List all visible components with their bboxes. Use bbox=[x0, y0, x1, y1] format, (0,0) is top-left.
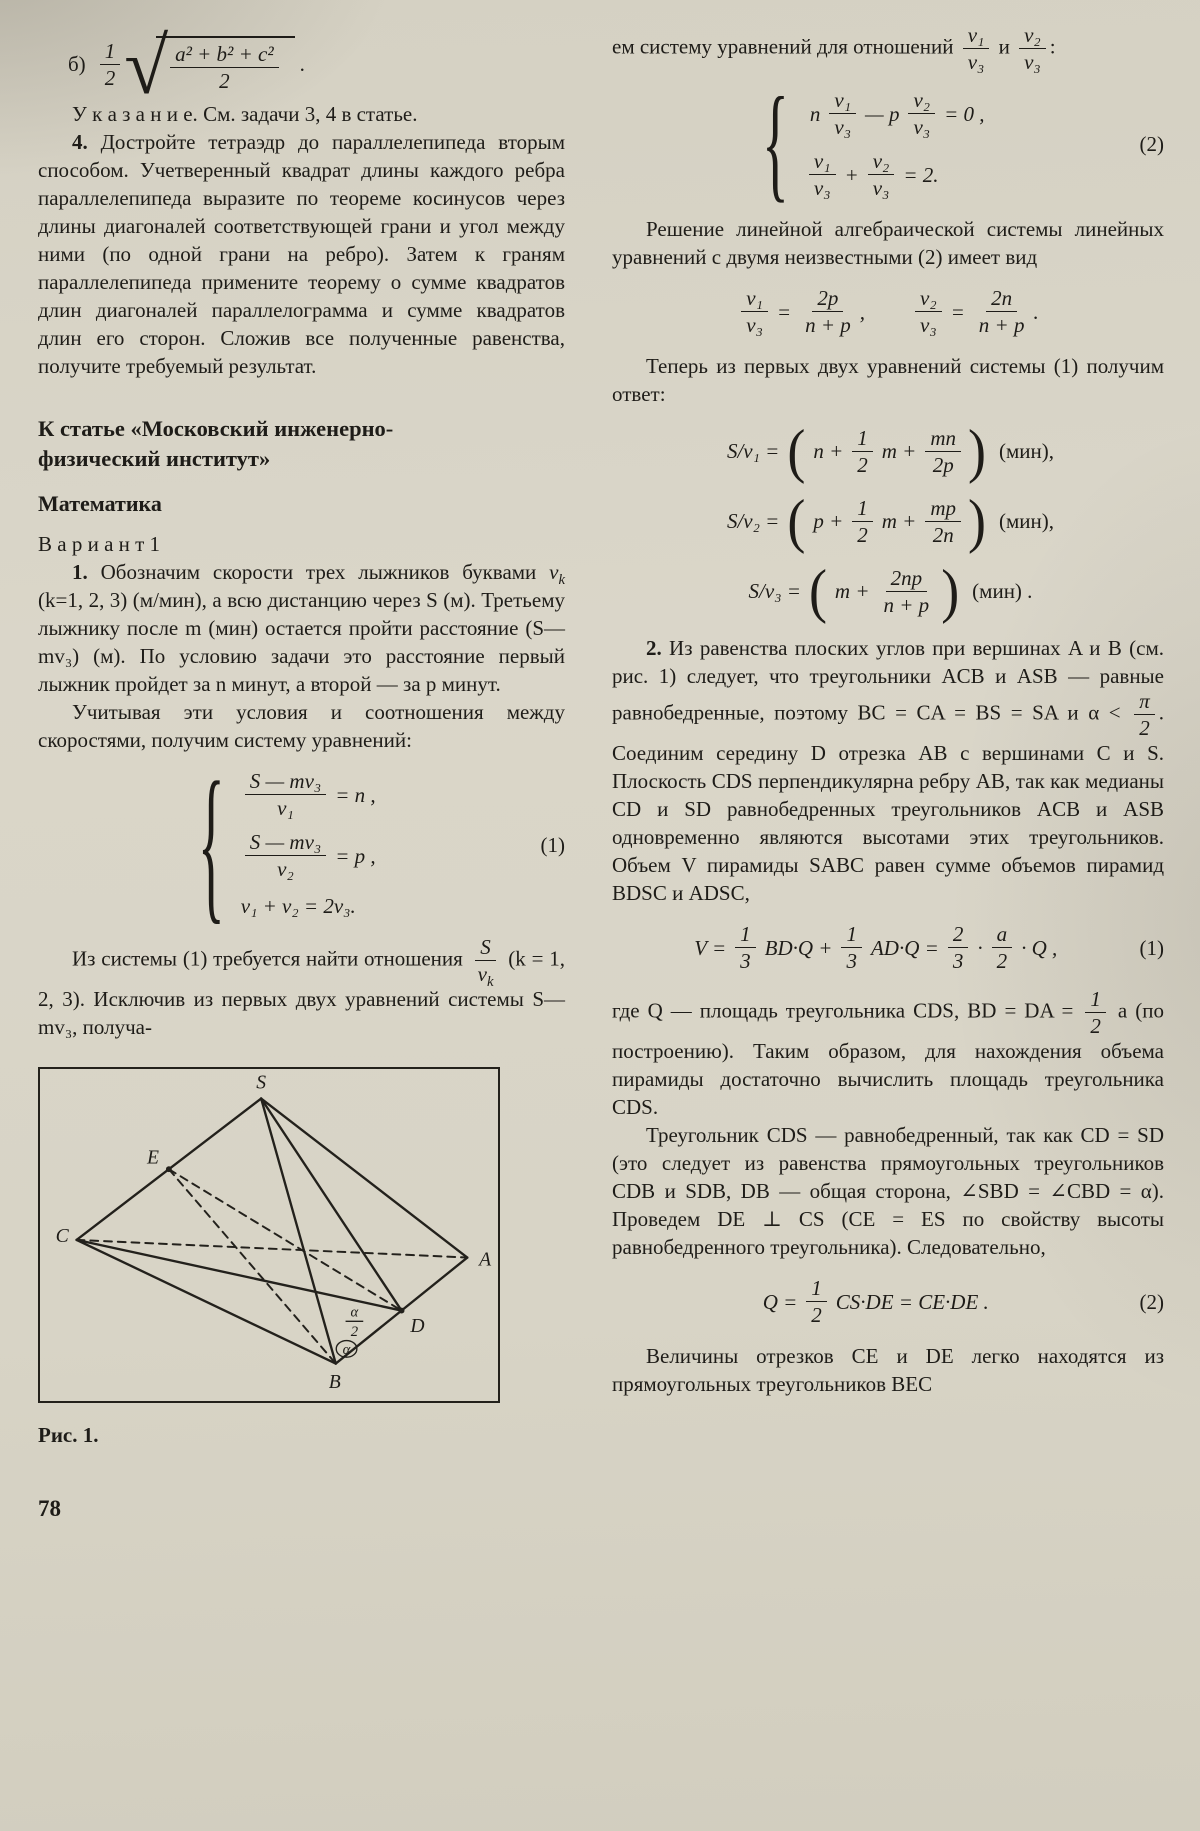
system bbox=[197, 748, 381, 942]
paragraph-conditions: Учитывая эти условия и соотношения между скоростями, получим систему уравнений: bbox=[38, 700, 565, 752]
equation-rhs: = 2. bbox=[903, 162, 939, 187]
denominator: v₃ bbox=[834, 115, 852, 139]
math-sub-k: k bbox=[558, 572, 565, 589]
paragraph-final: Величины отрезков CE и DE легко находятся из прямоугольных треугольников BEC bbox=[612, 1344, 1164, 1396]
vertex-label-a: A bbox=[479, 1249, 492, 1271]
numerator: S bbox=[475, 936, 496, 961]
term: m + bbox=[881, 509, 917, 533]
equation-body bbox=[612, 487, 1164, 555]
radicand bbox=[156, 36, 295, 92]
period: . bbox=[1033, 299, 1039, 324]
denominator: 2 bbox=[219, 69, 230, 93]
separator: , bbox=[859, 299, 865, 324]
fraction bbox=[806, 1277, 827, 1326]
numerator: 2 bbox=[948, 923, 969, 948]
paragraph-ratios bbox=[38, 936, 565, 1041]
hidden-edge-CA bbox=[77, 1240, 468, 1258]
fraction bbox=[245, 770, 326, 819]
equation-answer-b bbox=[68, 23, 565, 111]
text-segment: a (по построению). Таким образом, для нахождения объема пирамиды достаточно вычислить площадь треугольника CDS. bbox=[612, 998, 1164, 1119]
fraction bbox=[915, 287, 942, 336]
median-SD bbox=[261, 1099, 401, 1311]
vertex-label-d: D bbox=[410, 1316, 425, 1338]
right-column bbox=[612, 24, 1164, 1398]
answer-equation-1 bbox=[612, 417, 1164, 485]
square-root bbox=[124, 23, 294, 111]
left-column bbox=[38, 24, 565, 1523]
numerator: v₂ bbox=[1019, 24, 1046, 49]
right-paren: ) bbox=[941, 557, 960, 625]
denominator: n + p bbox=[978, 313, 1025, 337]
system-row bbox=[241, 831, 381, 880]
denominator: v₃ bbox=[813, 176, 831, 200]
unit-label: (мин), bbox=[999, 439, 1055, 463]
numerator: S — mv₃ bbox=[245, 831, 326, 856]
variant-heading: В а р и а н т 1 bbox=[38, 532, 161, 556]
page-number: 78 bbox=[38, 1496, 61, 1521]
system-row bbox=[805, 89, 990, 138]
numerator: v₁ bbox=[963, 24, 990, 49]
text-segment: Из равенства плоских углов при вершинах A и B (см. рис. 1) следует, что треугольники ACB и ASB — равные равнобедренные, поэтому BC = CA = BS = SA и α < bbox=[612, 636, 1164, 725]
denominator: 2 bbox=[811, 1303, 822, 1327]
operator: + bbox=[844, 162, 859, 187]
numerator: 1 bbox=[841, 923, 862, 948]
numerator: 2p bbox=[812, 287, 843, 312]
vertex-label-s: S bbox=[256, 1073, 267, 1094]
equation-lhs: S/v₂ = bbox=[726, 509, 780, 533]
right-paren: ) bbox=[968, 487, 987, 555]
denominator: n + p bbox=[805, 313, 851, 337]
vertex-label-b: B bbox=[328, 1372, 341, 1394]
system-brace: { bbox=[197, 748, 225, 942]
period: . bbox=[299, 52, 305, 76]
equation-tag: (1) bbox=[540, 833, 565, 857]
system-row bbox=[805, 150, 944, 199]
tetrahedron-figure bbox=[43, 1073, 495, 1395]
text-segment: (k = 1, 2, 3). Исключив из первых двух уравнений системы S—mv₃, получа- bbox=[38, 946, 565, 1039]
denominator: 2 bbox=[857, 522, 868, 547]
fraction bbox=[992, 923, 1013, 972]
fraction bbox=[1134, 690, 1155, 739]
fraction bbox=[800, 287, 856, 336]
system-brace: { bbox=[762, 72, 789, 216]
fraction bbox=[852, 427, 873, 476]
denominator: v₃ bbox=[920, 313, 937, 337]
equation-rhs: = 0 , bbox=[944, 101, 985, 126]
article-heading: К статье «Московский инженерно-физический институт» bbox=[38, 416, 394, 471]
equation-text: v₁ + v₂ = 2v₃. bbox=[240, 894, 356, 918]
unit-label: (мин) . bbox=[972, 579, 1033, 603]
angle-half-numerator: α bbox=[350, 1304, 359, 1321]
left-paren: ( bbox=[808, 557, 827, 625]
paragraph-answer-intro: Теперь из первых двух уравнений системы (1) получим ответ: bbox=[612, 354, 1164, 406]
denominator: v₃ bbox=[967, 50, 985, 74]
paragraph-continuation bbox=[612, 24, 1164, 73]
fraction bbox=[841, 923, 862, 972]
denominator: 2p bbox=[932, 452, 954, 477]
fraction bbox=[100, 40, 121, 89]
height-ED bbox=[169, 1169, 402, 1310]
fraction bbox=[741, 287, 768, 336]
fraction bbox=[974, 287, 1030, 336]
denominator: 3 bbox=[740, 949, 751, 973]
numerator: v₁ bbox=[809, 150, 836, 175]
text-segment: (k=1, 2, 3) (м/мин), а всю дистанцию через S (м). Третьему лыжнику после m (мин) остается пройти расстояние (S—mv₃) (м). По условию задачи это расстояние первый лыжник пройдет за n минут, а второй — за p минут. bbox=[38, 588, 565, 696]
paragraph-triangle-cds: Треугольник CDS — равнобедренный, так как CD = SD (это следует из равенства прямоугольных треугольников CDB и SDB, DB — общая сторона, ∠SBD = ∠CBD = α). Проведем DE ⊥ CS (CE = ES по свойству высоты равнобедренного треугольника). Следовательно, bbox=[612, 1123, 1164, 1259]
problem-number: 2. bbox=[646, 636, 662, 660]
answer-equation-3 bbox=[612, 557, 1164, 625]
fraction bbox=[245, 831, 326, 880]
denominator: 2n bbox=[932, 522, 954, 547]
fraction bbox=[829, 89, 856, 138]
text-segment: где Q — площадь треугольника CDS, BD = DA = bbox=[612, 998, 1082, 1023]
denominator: v₃ bbox=[913, 115, 931, 139]
equation-lhs: V = bbox=[694, 935, 727, 960]
equation-body bbox=[612, 923, 1140, 972]
term: AD·Q = bbox=[870, 935, 939, 960]
figure-1-frame bbox=[38, 1067, 500, 1403]
problem-number: 1. bbox=[72, 560, 88, 584]
coefficient: n bbox=[809, 101, 821, 126]
fraction bbox=[948, 923, 969, 972]
paragraph-where bbox=[612, 988, 1164, 1121]
angle-alpha-label: α bbox=[342, 1341, 351, 1358]
numerator: 1 bbox=[100, 40, 121, 65]
term: n + bbox=[813, 439, 844, 463]
numerator: 1 bbox=[852, 497, 873, 522]
denominator: n + p bbox=[883, 592, 930, 617]
edge-SA bbox=[261, 1099, 467, 1258]
denominator: 3 bbox=[846, 949, 857, 973]
equation-solution bbox=[612, 287, 1164, 336]
text-segment: . Соединим середину D отрезка AB с вершинами C и S. Плоскость CDS перпендикулярна ребру AB, так как медианы CD и SD равнобедренных треугольников ACB и ASB одновременно являются высотами этих треугольников. Объем V пирамиды SABC равен сумме объемов пирамид BDSC и ADSC, bbox=[612, 700, 1164, 905]
task-text: Достройте тетраэдр до параллелепипеда вторым способом. Учетверенный квадрат длины каждого ребра параллелепипеда выразите по теореме косинусов через длины диагоналей соответствующей грани и угол между ними (по одной грани на ребро). Затем к граням параллелепипеда примените теорему о сумме квадратов длин диагоналей параллелограмма и сумме квадратов длин его сторон. Сложив все полученные равенства, получите требуемый результат. bbox=[38, 130, 565, 378]
operator: — p bbox=[865, 101, 900, 126]
numerator: 1 bbox=[852, 427, 873, 452]
area-equation bbox=[612, 1277, 1164, 1326]
text-segment: : bbox=[1049, 34, 1056, 59]
den-base: v bbox=[477, 962, 487, 986]
equation-body bbox=[612, 1277, 1140, 1326]
system-row bbox=[241, 892, 356, 920]
hint-text: См. задачи 3, 4 в статье. bbox=[197, 102, 418, 126]
term: BD·Q + bbox=[764, 935, 833, 960]
math-var-v: v bbox=[549, 560, 559, 584]
paragraph-task-4 bbox=[38, 128, 565, 380]
angle-half-denominator: 2 bbox=[350, 1324, 359, 1341]
vertex-label-e: E bbox=[147, 1147, 160, 1169]
equation-body bbox=[612, 287, 1164, 336]
denominator: v₁ bbox=[277, 796, 294, 820]
edge-CB bbox=[77, 1240, 336, 1364]
denominator: 2 bbox=[1139, 716, 1150, 740]
equation-rhs: = p , bbox=[335, 843, 376, 868]
term: m + bbox=[881, 439, 917, 463]
task-number: 4. bbox=[72, 130, 88, 154]
fraction bbox=[1019, 24, 1046, 73]
equation-body bbox=[38, 748, 541, 942]
numerator: 2np bbox=[886, 567, 928, 592]
point-D bbox=[399, 1308, 405, 1314]
term: p + bbox=[813, 509, 844, 533]
median-CD bbox=[77, 1240, 402, 1311]
denominator: 2 bbox=[104, 65, 116, 90]
fraction bbox=[852, 497, 873, 546]
term: CS·DE = CE·DE . bbox=[835, 1289, 989, 1314]
numerator: S — mv₃ bbox=[245, 770, 326, 795]
denominator: v₃ bbox=[1024, 50, 1041, 74]
text-segment: Из системы (1) требуется найти отношения bbox=[72, 946, 469, 971]
den-sub: k bbox=[486, 974, 494, 991]
equals-sign: = bbox=[950, 299, 965, 324]
paragraph-problem-1 bbox=[38, 558, 565, 698]
paragraph-solution: Решение линейной алгебраической системы линейных уравнений с двумя неизвестными (2) имеет вид bbox=[612, 217, 1164, 269]
numerator: 2n bbox=[986, 287, 1017, 312]
numerator: v₁ bbox=[741, 287, 768, 312]
fraction bbox=[925, 497, 961, 546]
paragraph-problem-2 bbox=[612, 634, 1164, 907]
denominator: 2 bbox=[857, 452, 868, 477]
vertex-label-c: C bbox=[55, 1225, 69, 1247]
denominator: 3 bbox=[952, 949, 964, 973]
answer-equation-2 bbox=[612, 487, 1164, 555]
fraction bbox=[963, 24, 990, 73]
fraction bbox=[735, 923, 756, 972]
numerator: mn bbox=[925, 427, 961, 452]
numerator: v₁ bbox=[829, 89, 856, 114]
equation-tag: (1) bbox=[1139, 935, 1164, 960]
numerator: v₂ bbox=[868, 150, 895, 175]
radical-sign: √ bbox=[124, 23, 169, 111]
text-segment: и bbox=[993, 34, 1016, 59]
denominator: v₃ bbox=[746, 313, 763, 337]
numerator: π bbox=[1134, 690, 1155, 715]
left-paren: ( bbox=[787, 417, 806, 485]
equation-tag: (2) bbox=[1139, 132, 1164, 156]
hint-label: У к а з а н и е. bbox=[72, 102, 198, 126]
left-paren: ( bbox=[787, 487, 806, 555]
numerator: 1 bbox=[1085, 988, 1106, 1013]
system-row bbox=[241, 770, 381, 819]
denominator: v₂ bbox=[277, 857, 294, 881]
volume-equation bbox=[612, 923, 1164, 972]
fraction bbox=[868, 150, 895, 199]
item-label: б) bbox=[68, 52, 86, 76]
equation-body bbox=[612, 72, 1140, 216]
denominator bbox=[473, 961, 499, 991]
equation-system-1 bbox=[38, 748, 565, 942]
equation-lhs: Q = bbox=[762, 1289, 798, 1314]
system-rows bbox=[241, 770, 381, 920]
numerator: 1 bbox=[735, 923, 756, 948]
equation-system-2 bbox=[612, 72, 1164, 216]
denominator: 2 bbox=[996, 949, 1008, 973]
text-segment: ем систему уравнений для отношений bbox=[612, 34, 959, 59]
equation-body bbox=[612, 557, 1164, 625]
system-rows bbox=[805, 89, 990, 199]
numerator: 1 bbox=[806, 1277, 827, 1302]
unit-label: (мин), bbox=[999, 509, 1055, 533]
fraction bbox=[473, 935, 499, 991]
text-segment: Обозначим скорости трех лыжников буквами bbox=[87, 560, 550, 584]
fraction bbox=[925, 427, 961, 476]
edge-SB bbox=[261, 1099, 336, 1364]
equation-rhs: = n , bbox=[335, 782, 376, 807]
fraction bbox=[879, 567, 935, 616]
equals-sign: = bbox=[776, 299, 792, 324]
figure-caption: Рис. 1. bbox=[38, 1423, 99, 1447]
right-paren: ) bbox=[968, 417, 987, 485]
numerator: mp bbox=[925, 497, 961, 522]
numerator: a² + b² + c² bbox=[170, 43, 279, 68]
fraction bbox=[809, 150, 836, 199]
term: m + bbox=[834, 579, 870, 603]
operator: · bbox=[977, 935, 983, 960]
denominator: v₃ bbox=[872, 176, 890, 200]
fraction bbox=[1085, 988, 1106, 1037]
equation-lhs: S/v₃ = bbox=[748, 579, 801, 603]
numerator: v₂ bbox=[908, 89, 935, 114]
numerator: a bbox=[992, 923, 1013, 948]
equation-tag: (2) bbox=[1139, 1289, 1164, 1314]
term: · Q , bbox=[1021, 935, 1058, 960]
numerator: v₂ bbox=[915, 287, 942, 312]
system bbox=[762, 72, 990, 216]
point-E bbox=[166, 1166, 172, 1172]
fraction bbox=[908, 89, 935, 138]
equation-body bbox=[612, 417, 1164, 485]
fraction bbox=[170, 43, 279, 92]
subject-heading: Математика bbox=[38, 491, 162, 516]
denominator: 2 bbox=[1090, 1014, 1101, 1038]
hint-paragraph bbox=[38, 100, 565, 128]
equation-lhs: S/v₁ = bbox=[726, 439, 780, 463]
